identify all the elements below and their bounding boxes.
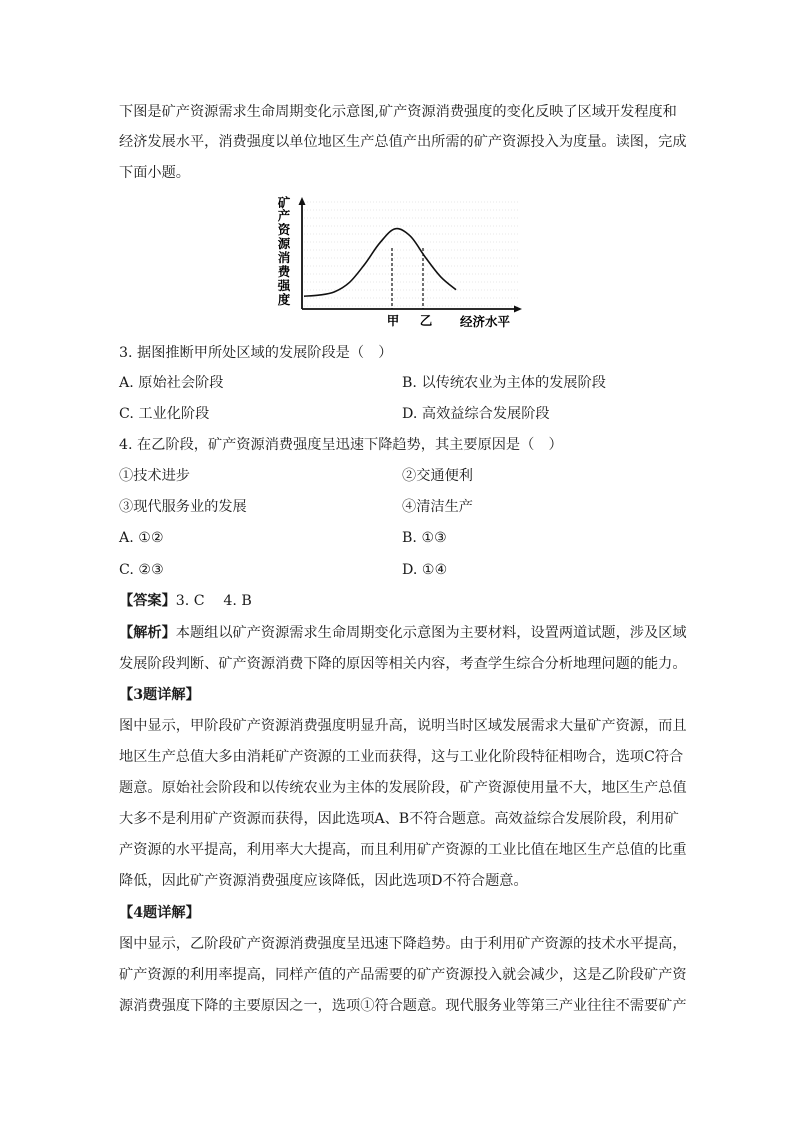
detail4-line-1: 图中显示，乙阶段矿产资源消费强度呈迅速下降趋势。由于利用矿产资源的技术水平提高， (119, 936, 687, 952)
q4-item-2: ②交通便利 (402, 468, 473, 484)
analysis-text-1: 本题组以矿产资源需求生命周期变化示意图为主要材料，设置两道试题，涉及区域 (175, 625, 687, 641)
detail3-line-5: 产资源的水平提高，利用率大大提高，而且利用矿产资源的工业比值在地区生产总值的比重 (119, 842, 687, 858)
detail3-line-4: 大多不是利用矿产资源而获得，因此选项A、B不符合题意。高效益综合发展阶段，利用矿 (119, 811, 679, 827)
q4-stem: 4. 在乙阶段，矿产资源消费强度呈迅速下降趋势，其主要原因是（ ） (119, 437, 563, 453)
y-title-char-3: 资 (277, 222, 291, 237)
y-title-char-1: 矿 (277, 196, 291, 210)
lifecycle-chart (270, 196, 525, 331)
y-title-char-6: 费 (277, 264, 291, 279)
answer-label: 【答案】 (119, 593, 176, 609)
y-title-char-2: 产 (277, 208, 291, 223)
q4-option-d: D. ①④ (402, 562, 448, 578)
marker-jia-label: 甲 (386, 313, 400, 328)
detail3-line-3: 题意。原始社会阶段和以传统农业为主体的发展阶段，矿产资源使用量不大，地区生产总值 (119, 780, 687, 796)
q4-item-1: ①技术进步 (119, 468, 190, 484)
detail4-line-3: 源消费强度下降的主要原因之一，选项①符合题意。现代服务业等第三产业往往不需要矿产 (119, 998, 687, 1014)
detail3-title: 【3题详解】 (119, 687, 200, 703)
analysis-line-1 (119, 623, 687, 643)
y-title-char-4: 源 (277, 236, 291, 251)
detail4-title: 【4题详解】 (119, 905, 200, 921)
q3-option-a: A. 原始社会阶段 (119, 375, 224, 391)
x-axis-label: 经济水平 (460, 314, 511, 329)
intro-line-3: 下面小题。 (119, 165, 190, 181)
y-axis-title (277, 196, 291, 307)
y-title-char-7: 强 (277, 278, 291, 293)
q3-option-d: D. 高效益综合发展阶段 (402, 406, 550, 422)
analysis-line-2: 发展阶段判断、矿产资源消费下降的原因等相关内容，考查学生综合分析地理问题的能力。 (119, 656, 687, 672)
lifecycle-figure (270, 196, 525, 331)
x-axis-arrow (514, 306, 522, 313)
y-axis-arrow (299, 197, 306, 205)
q4-option-c: C. ②③ (119, 562, 164, 578)
detail3-line-1: 图中显示，甲阶段矿产资源消费强度明显升高，说明当时区域发展需求大量矿产资源，而且 (119, 718, 687, 734)
detail4-line-2: 矿产资源的利用率提高，同样产值的产品需要的矿产资源投入就会减少，这是乙阶段矿产资 (119, 967, 687, 983)
q3-stem: 3. 据图推断甲所处区域的发展阶段是（ ） (119, 345, 393, 361)
analysis-label: 【解析】 (119, 625, 176, 641)
detail3-line-6: 降低，因此矿产资源消费强度应该降低，因此选项D不符合题意。 (119, 873, 528, 889)
consumption-curve (304, 229, 456, 297)
answer-text: 3. C 4. B (175, 593, 252, 609)
intro-line-2: 经济发展水平，消费强度以单位地区生产总值产出所需的矿产资源投入为度量。读图，完成 (119, 134, 687, 150)
answer-line (119, 591, 679, 611)
y-title-char-5: 消 (277, 250, 291, 265)
marker-yi-label: 乙 (419, 313, 433, 328)
q3-option-b: B. 以传统农业为主体的发展阶段 (402, 375, 606, 391)
q4-option-a: A. ①② (119, 530, 164, 546)
intro-line-1: 下图是矿产资源需求生命周期变化示意图,矿产资源消费强度的变化反映了区域开发程度和 (119, 104, 677, 120)
q4-option-b: B. ①③ (402, 530, 447, 546)
q4-item-3: ③现代服务业的发展 (119, 499, 247, 515)
q3-option-c: C. 工业化阶段 (119, 406, 210, 422)
y-title-char-8: 度 (277, 292, 291, 307)
detail3-line-2: 地区生产总值大多由消耗矿产资源的工业而获得，这与工业化阶段特征相吻合，选项C符合 (119, 749, 684, 765)
q4-item-4: ④清洁生产 (402, 499, 473, 515)
